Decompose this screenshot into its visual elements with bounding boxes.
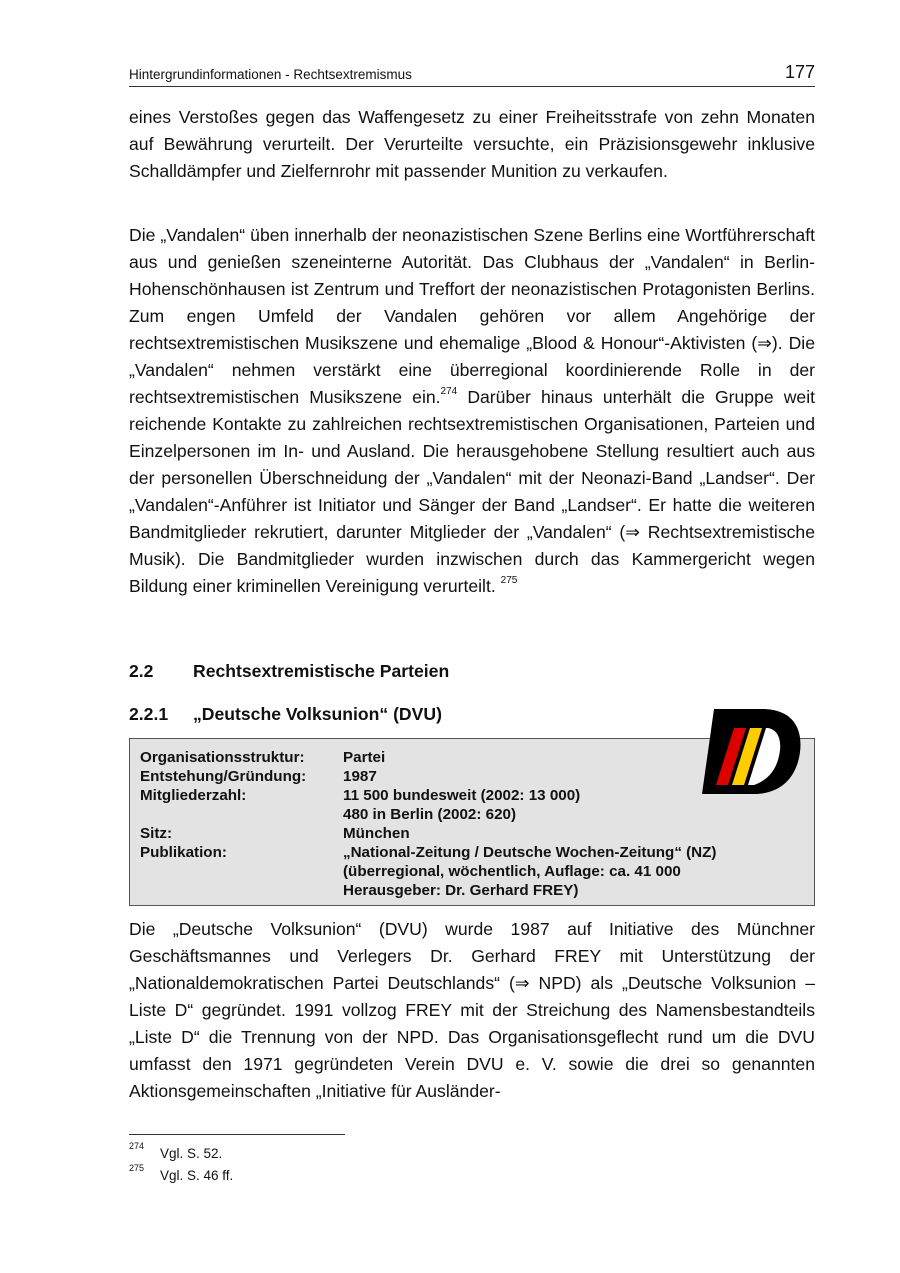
infobox-row — [140, 767, 717, 786]
infobox-key — [140, 862, 343, 881]
infobox-value: 11 500 bundesweit (2002: 13 000) — [343, 787, 581, 804]
footnote-number: 274 — [129, 1140, 145, 1151]
paragraph-vandalen-part2: Darüber hinaus unterhält die Gruppe weit reichende Kontakte zu zahlreichen rechtsextremistischen Organisationen, Parteien und Einzelpersonen im In- und Ausland. Die herausgehobene Stellung resultiert auch aus der personellen Überschneidung der „Vandalen“ mit der Neonazi-Band „Landser“. Der „Vandalen“-Anführer ist Initiator und Sänger der Band „Landser“. Er hatte die weiteren Bandmitglieder rekrutiert, darunter Mitglieder der „Vandalen“ (⇒ Rechtsextremistische Musik). Die Bandmitglieder wurden inzwischen durch das Kammergericht wegen Bildung einer kriminellen Vereinigung verurteilt. — [129, 387, 816, 596]
footnote-text: Vgl. S. 46 ff. — [160, 1168, 234, 1183]
infobox-key: Sitz: — [140, 825, 173, 842]
dvu-logo-icon — [702, 708, 802, 796]
section-title: Rechtsextremistische Parteien — [193, 661, 450, 681]
section-number: 2.2 — [129, 661, 154, 681]
infobox-row — [140, 881, 717, 900]
paragraph-weapons-conviction: eines Verstoßes gegen das Waffengesetz zu einer Freiheitsstrafe von zehn Monaten auf Bewährung verurteilt. Der Verurteilte versuchte, ein Präzisionsgewehr inklusive Schalldämpfer und Zielfernrohr mit passender Munition zu verkaufen. — [129, 107, 815, 181]
section-heading — [129, 661, 449, 682]
infobox-value: Herausgeber: Dr. Gerhard FREY) — [343, 882, 579, 899]
page-header — [129, 60, 815, 87]
footnote-divider — [129, 1134, 345, 1135]
infobox-table — [140, 748, 717, 900]
infobox-row — [140, 748, 717, 767]
infobox-row — [140, 843, 717, 862]
paragraph-vandalen — [129, 222, 815, 600]
subsection-number: 2.2.1 — [129, 704, 169, 724]
infobox-row — [140, 862, 717, 881]
running-title: Hintergrundinformationen - Rechtsextremismus — [129, 67, 412, 82]
infobox-key: Publikation: — [140, 844, 227, 861]
paragraph-vandalen-part1: Die „Vandalen“ üben innerhalb der neonazistischen Szene Berlins eine Wortführerschaft aus und genießen szeneinterne Autorität. Das Clubhaus der „Vandalen“ in Berlin-Hohenschönhausen ist Zentrum und Treffort der neonazistischen Protagonisten Berlins. Zum engen Umfeld der Vandalen gehören vor allem Angehörige der rechtsextremistischen Musikszene und ehemalige „Blood & Honour“-Aktivisten (⇒). Die „Vandalen“ nehmen verstärkt eine überregional koordinierende Rolle in der rechtsextremistischen Musikszene ein. — [129, 225, 815, 407]
infobox-value: Partei — [343, 749, 386, 766]
infobox-value: 1987 — [343, 768, 377, 785]
infobox-row — [140, 824, 717, 843]
infobox-key: Mitgliederzahl: — [140, 787, 247, 804]
subsection-title: „Deutsche Volksunion“ (DVU) — [193, 704, 442, 724]
subsection-heading — [129, 704, 442, 725]
infobox-row — [140, 805, 717, 824]
infobox-key: Organisationsstruktur: — [140, 749, 305, 766]
infobox-row — [140, 786, 717, 805]
infobox-value: (überregional, wöchentlich, Auflage: ca. 41 000 — [343, 863, 681, 880]
footnote-text: Vgl. S. 52. — [160, 1146, 223, 1161]
footnote-275 — [129, 1162, 234, 1183]
infobox-key — [140, 881, 343, 900]
page-number: 177 — [784, 62, 815, 82]
infobox-value: 480 in Berlin (2002: 620) — [343, 806, 517, 823]
infobox-key — [140, 805, 343, 824]
infobox-key: Entstehung/Gründung: — [140, 768, 307, 785]
infobox-value: München — [343, 825, 410, 842]
infobox-value: „National-Zeitung / Deutsche Wochen-Zeitung“ (NZ) — [343, 844, 717, 861]
footnote-ref-275[interactable]: 275 — [500, 575, 518, 587]
footnote-ref-274[interactable]: 274 — [440, 386, 458, 398]
footnote-number: 275 — [129, 1162, 145, 1173]
paragraph-dvu-history: Die „Deutsche Volksunion“ (DVU) wurde 1987 auf Initiative des Münchner Geschäftsmannes und Verlegers Dr. Gerhard FREY mit Unterstützung der „Nationaldemokratischen Partei Deutschlands“ (⇒ NPD) als „Deutsche Volksunion – Liste D“ gegründet. 1991 vollzog FREY mit der Streichung des Namensbestandteils „Liste D“ die Trennung von der NPD. Das Organisationsgeflecht rund um die DVU umfasst den 1971 gegründeten Verein DVU e. V. sowie die drei so genannten Aktionsgemeinschaften „Initiative für Ausländer- — [129, 919, 815, 1101]
footnote-274 — [129, 1140, 223, 1161]
